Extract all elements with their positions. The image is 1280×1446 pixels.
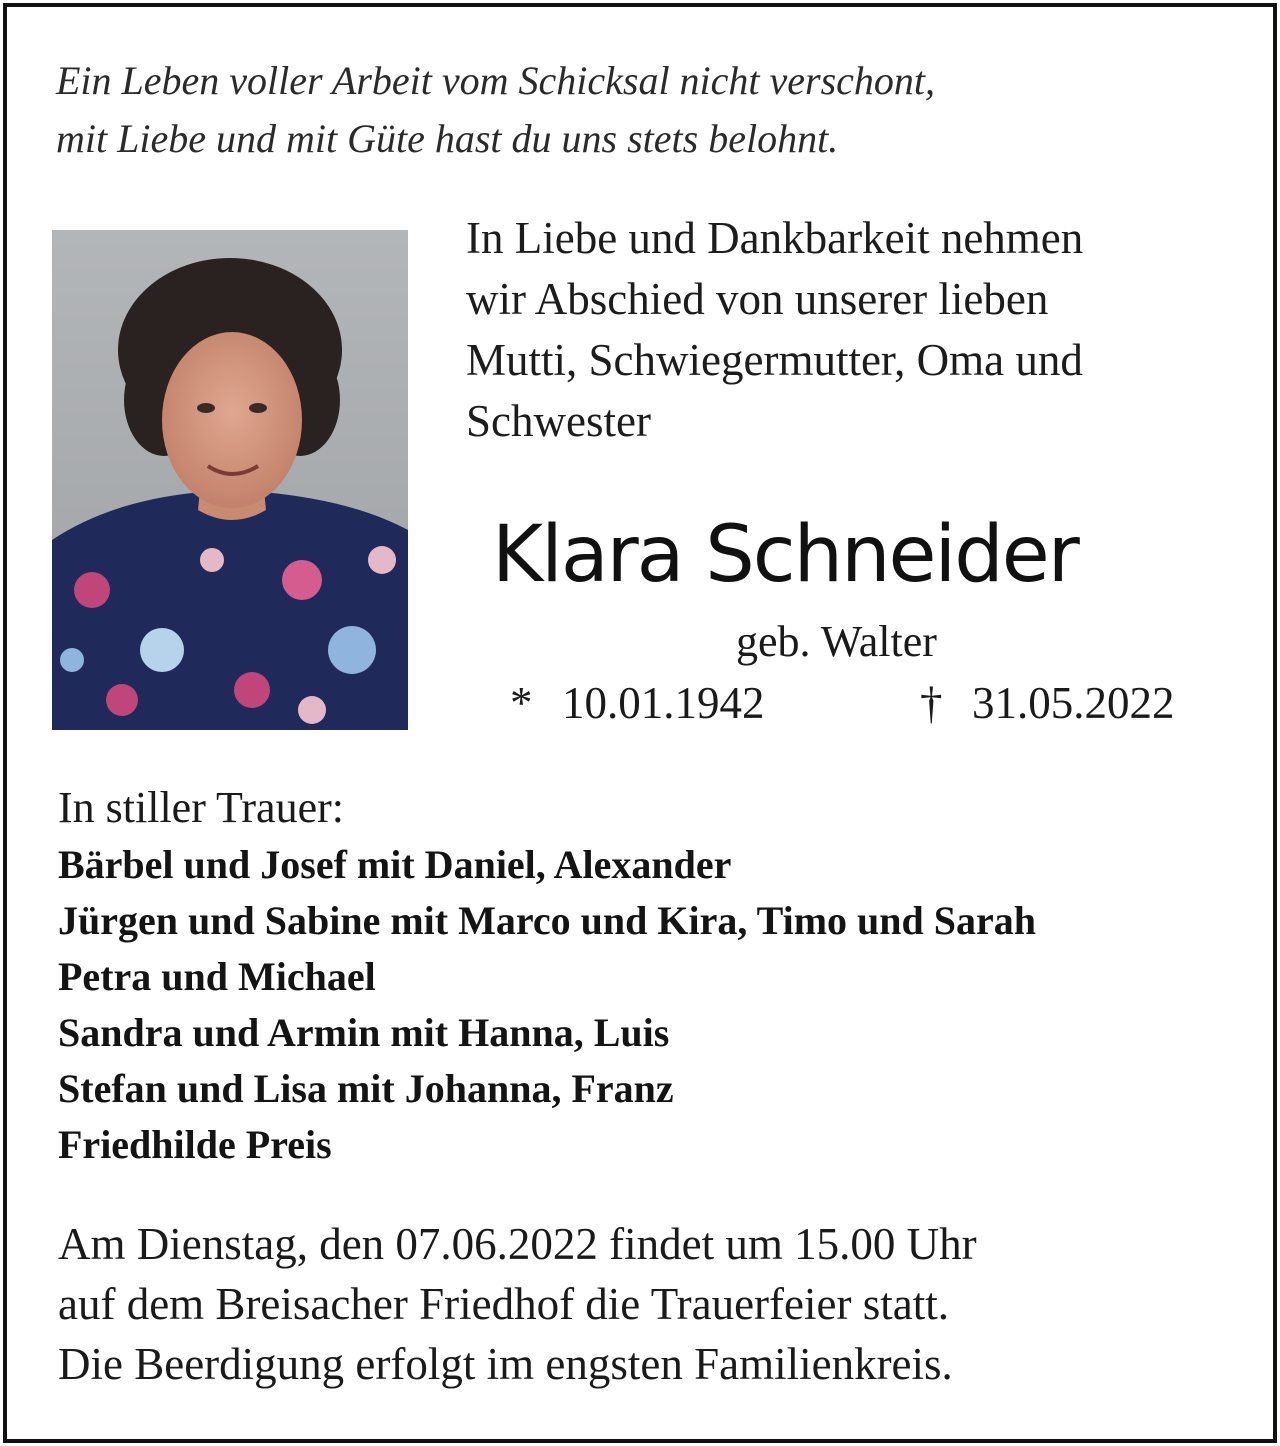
portrait-photo bbox=[52, 230, 408, 730]
intro-line: In Liebe und Dankbarkeit nehmen bbox=[466, 213, 1084, 263]
mourner-row: Friedhilde Preis bbox=[58, 1122, 332, 1167]
mourner-row: Stefan und Lisa mit Johanna, Franz bbox=[58, 1066, 674, 1111]
death-date-group bbox=[920, 674, 1175, 732]
cross-icon: † bbox=[920, 678, 943, 728]
death-date: 31.05.2022 bbox=[972, 678, 1175, 728]
intro-line: wir Abschied von unserer lieben bbox=[466, 274, 1049, 324]
asterisk-icon: * bbox=[510, 678, 533, 728]
birth-date-group bbox=[510, 674, 765, 732]
birth-date: 10.01.1942 bbox=[562, 678, 765, 728]
deceased-name: Klara Schneider bbox=[492, 510, 1078, 600]
service-notice bbox=[58, 1214, 977, 1394]
service-line: auf dem Breisacher Friedhof die Trauerfeier statt. bbox=[58, 1279, 949, 1329]
mourner-row: Sandra und Armin mit Hanna, Luis bbox=[58, 1010, 670, 1055]
maiden-name: geb. Walter bbox=[736, 617, 937, 666]
motto bbox=[56, 52, 935, 168]
mourners-heading: In stiller Trauer: bbox=[58, 783, 344, 832]
mourner-row: Jürgen und Sabine mit Marco und Kira, Timo und Sarah bbox=[58, 898, 1037, 943]
mourner-row: Bärbel und Josef mit Daniel, Alexander bbox=[58, 842, 732, 887]
mourner-row: Petra und Michael bbox=[58, 954, 376, 999]
motto-line: mit Liebe und mit Güte hast du uns stets belohnt. bbox=[56, 116, 839, 161]
mourners-section bbox=[58, 779, 1036, 1173]
farewell-intro bbox=[466, 208, 1083, 452]
service-line: Die Beerdigung erfolgt im engsten Familienkreis. bbox=[58, 1339, 953, 1389]
motto-line: Ein Leben voller Arbeit vom Schicksal nicht verschont, bbox=[56, 58, 936, 103]
intro-line: Schwester bbox=[466, 396, 651, 446]
intro-line: Mutti, Schwiegermutter, Oma und bbox=[466, 335, 1083, 385]
service-line: Am Dienstag, den 07.06.2022 findet um 15.00 Uhr bbox=[58, 1219, 977, 1269]
